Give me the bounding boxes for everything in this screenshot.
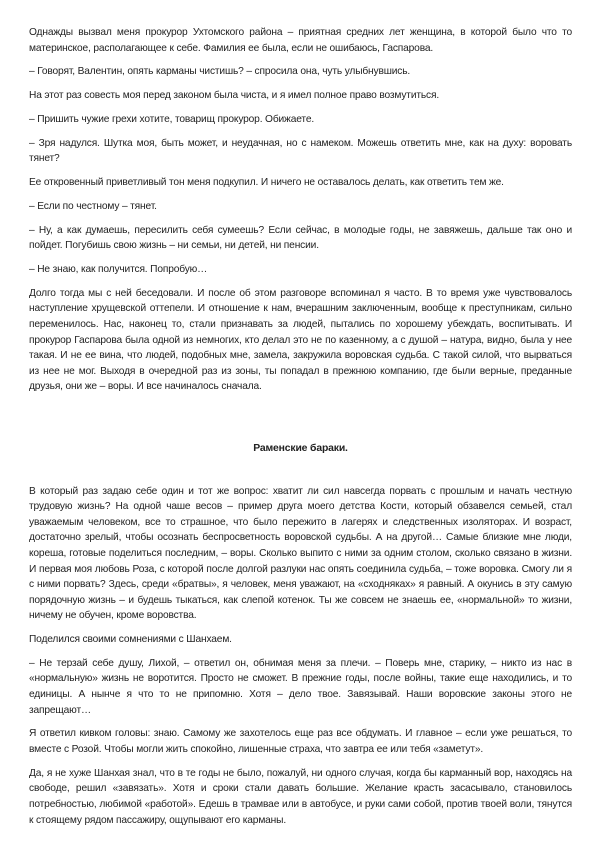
paragraph: – Не знаю, как получится. Попробую… bbox=[29, 264, 208, 276]
paragraph: Да, я не хуже Шанхая знал, что в те годы не было, пожалуй, ни одного случая, когда бы карманный вор, находясь на свободе, решил «завязать». Хотя и сроки стали давать большие. Желание красть засасывало, становилось потребностью, любимой «работой». Едешь в трамвае или в автобусе, и руки сами собой, против твоей воли, тянутся к стоящему рядом пассажиру, ощупывают его карманы. bbox=[29, 767, 572, 826]
paragraph: В который раз задаю себе один и тот же вопрос: хватит ли сил навсегда порвать с прошлым и начать честную трудовую жизнь? На одной чаше весов – пример друга моего детства Кости, который обзавелся семьей, стал уважаемым человеком, все то страшное, что было пережито в лагерях и следственных изоляторах. И возраст, достаточно зрелый, чтобы осознать беспросветность воровской судьбы. А на другой… Самые близкие мне люди, кореша, готовые поделиться последним, – воры. Сколько выпито с ними за одним столом, сколько связано в жизни. И первая моя любовь Роза, с которой после долгой разлуки нас опять соединила судьба, – тоже воровка. Смогу ли я с ними порвать? Здесь, среди «братвы», я человек, меня уважают, на «сходняках» я равный. А окунись в эту самую порядочную жизнь – и будешь тыкаться, как слепой котенок. Ты же совсем не знаешь ее, «нормальной» то жизни, ничему не обучен, кроме воровства. bbox=[29, 485, 572, 622]
paragraph: Ее откровенный приветливый тон меня подкупил. И ничего не оставалось делать, как ответить тем же. bbox=[29, 177, 504, 189]
paragraph: Однажды вызвал меня прокурор Ухтомского района – приятная средних лет женщина, в которой было что то материнское, располагающее к себе. Фамилия ее была, если не ошибаюсь, Гаспарова. bbox=[29, 27, 572, 54]
paragraph: – Если по честному – тянет. bbox=[29, 200, 157, 212]
paragraph: – Не терзай себе душу, Лихой, – ответил он, обнимая меня за плечи. – Поверь мне, старику, – никто из нас в «нормальную» жизнь не воротится. Просто не сможет. В прежние годы, после войны, такие еще находились, и то единицы. А нынче я что то не припомню. Хотя – дело твое. Завязывай. Наши воровские законы этого не запрещают… bbox=[29, 657, 572, 716]
paragraph: Долго тогда мы с ней беседовали. И после об этом разговоре вспоминал я часто. В то время уже чувствовалось наступление хрущевской оттепели. И отношение к нам, вчерашним заключенным, вообще к преступникам, сильно переменилось. Нас, наконец то, стали признавать за людей, пытались по хорошему убеждать, воспитывать. И прокурор Гаспарова была одной из немногих, кто делал это не по казенному, а с душой – натура, видно, была у нее такая. И не ее вина, что людей, подобных мне, замела, закружила воровская судьба. С такой силой, что вырваться из нее не мог. Выходя в очередной раз из зоны, ты попадал в прежнюю компанию, где были верные, преданные друзья, они же – воры. И все начиналось сначала. bbox=[29, 287, 572, 393]
paragraph: Я ответил кивком головы: знаю. Самому же захотелось еще раз все обдумать. И главное – если уже решаться, то вместе с Розой. Чтобы могли жить спокойно, лишенные страха, что завтра ее или тебя «заметут». bbox=[29, 728, 572, 756]
document-page bbox=[29, 25, 572, 836]
paragraph: – Ну, а как думаешь, пересилить себя сумеешь? Если сейчас, в молодые годы, не завяжешь, дальше так оно и пойдет. Погубишь свою жизнь – ни семьи, ни детей, ни пенсии. bbox=[29, 224, 572, 252]
paragraph: Поделился своими сомнениями с Шанхаем. bbox=[29, 634, 232, 646]
paragraph: – Говорят, Валентин, опять карманы чистишь? – спросила она, чуть улыбнувшись. bbox=[29, 66, 411, 78]
paragraph: На этот раз совесть моя перед законом была чиста, и я имел полное право возмутиться. bbox=[29, 90, 440, 102]
paragraph: – Пришить чужие грехи хотите, товарищ прокурор. Обижаете. bbox=[29, 113, 315, 125]
section-title: Раменские бараки. bbox=[253, 442, 348, 454]
paragraph: – Зря надулся. Шутка моя, быть может, и неудачная, но с намеком. Можешь ответить мне, как на духу: воровать тянет? bbox=[29, 137, 572, 165]
